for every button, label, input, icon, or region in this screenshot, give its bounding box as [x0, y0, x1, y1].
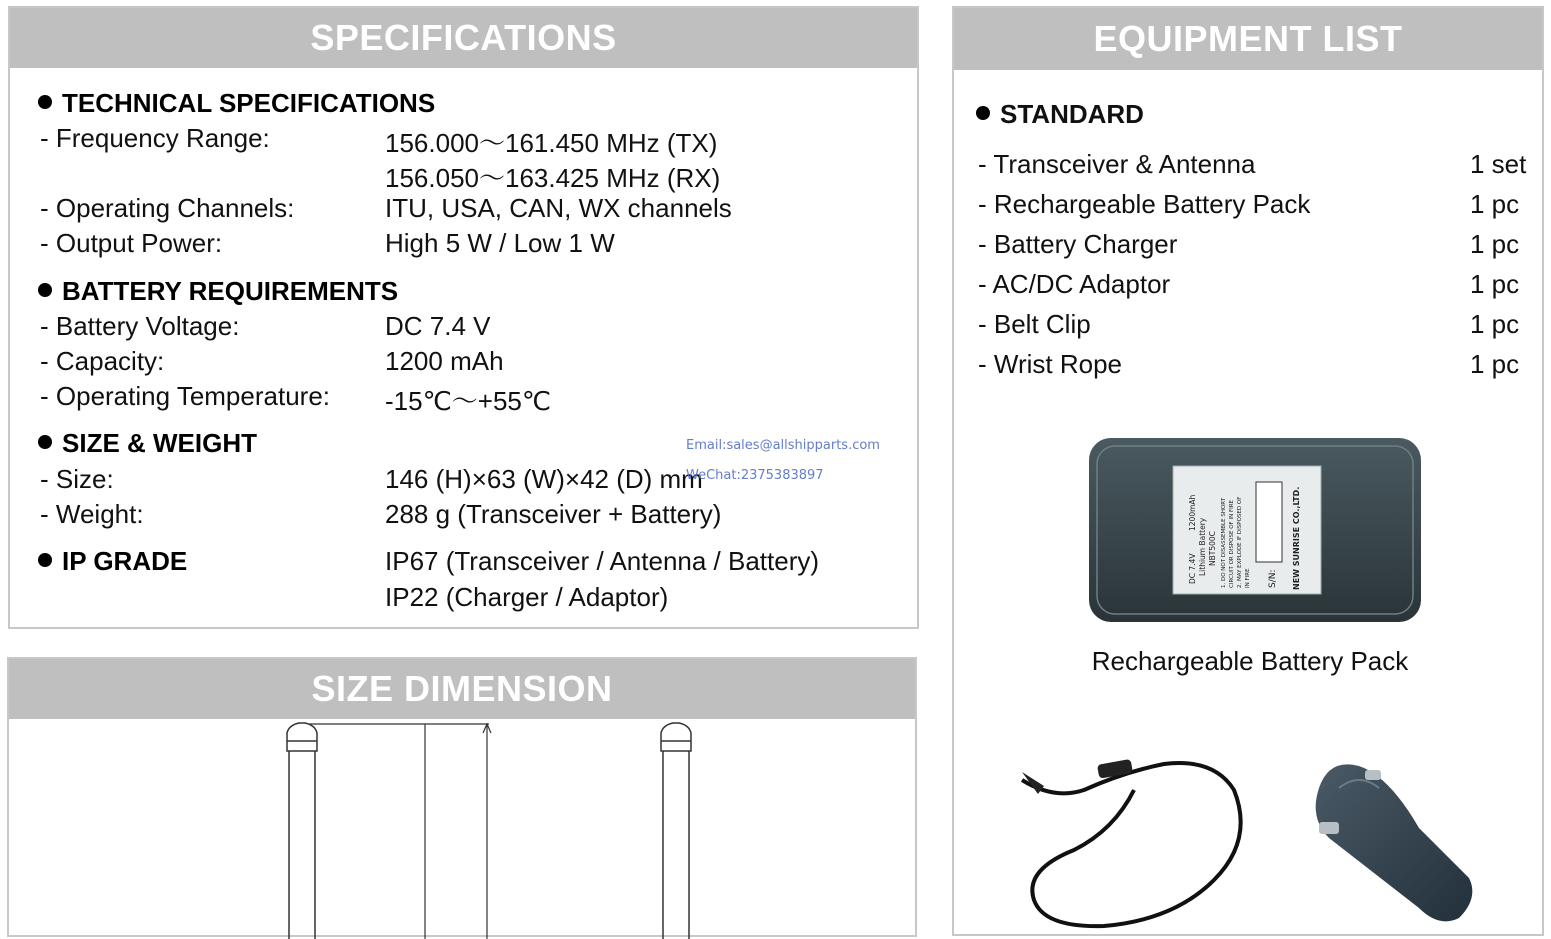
ip-grade-line2: IP22 (Charger / Adaptor) [385, 582, 669, 612]
weight-label: - Weight: [40, 499, 144, 529]
battery-maker-text: NEW SUNRISE CO.,LTD. [1292, 486, 1301, 590]
equipment-item-qty: 1 pc [1470, 189, 1520, 219]
equipment-item-name: - Transceiver & Antenna [978, 149, 1256, 179]
frequency-label: - Frequency Range: [40, 123, 270, 153]
size-dimension-header: SIZE DIMENSION [9, 659, 915, 719]
size-weight-heading [38, 428, 257, 459]
size-label: - Size: [40, 464, 114, 494]
equipment-item-name: - Belt Clip [978, 309, 1091, 339]
ip-grade-heading [38, 546, 187, 577]
ip-grade-title: IP GRADE [62, 546, 188, 576]
battery-type-text: Lithium Battery [1198, 517, 1207, 576]
temperature-label: - Operating Temperature: [40, 381, 330, 411]
battery-requirements-title: BATTERY REQUIREMENTS [62, 276, 399, 306]
standard-heading [976, 99, 1144, 130]
technical-specs-title: TECHNICAL SPECIFICATIONS [62, 88, 436, 118]
frequency-tx-value: 156.000～161.450 MHz (TX) [385, 128, 718, 158]
ip-grade-line1: IP67 (Transceiver / Antenna / Battery) [385, 546, 820, 576]
equipment-item-qty: 1 pc [1470, 349, 1520, 379]
side-antenna-drawing [661, 723, 691, 939]
capacity-value: 1200 mAh [385, 346, 504, 376]
battery-capacity-text: 1200mAh [1188, 494, 1197, 531]
battery-warn3-text: 2. MAY EXPLODE IF DISPOSED OF [1237, 496, 1243, 588]
specifications-header: SPECIFICATIONS [10, 8, 917, 68]
bullet-icon [38, 95, 52, 109]
specifications-panel [8, 6, 919, 629]
bullet-icon [38, 283, 52, 297]
watermark-wechat: WeChat:2375383897 [686, 468, 824, 483]
equipment-item-name: - Wrist Rope [978, 349, 1122, 379]
wrist-rope-image [1014, 750, 1254, 930]
bullet-icon [38, 553, 52, 567]
battery-voltage-value: DC 7.4 V [385, 311, 491, 341]
equipment-item-qty: 1 pc [1470, 309, 1520, 339]
standard-title: STANDARD [1000, 99, 1144, 129]
dimension-lines [309, 724, 491, 939]
equipment-item-qty: 1 set [1470, 149, 1527, 179]
size-value: 146 (H)×63 (W)×42 (D) mm [385, 464, 703, 494]
equipment-item-qty: 1 pc [1470, 269, 1520, 299]
battery-voltage-text: DC 7.4V [1188, 553, 1197, 584]
battery-voltage-label: - Battery Voltage: [40, 311, 240, 341]
channels-label: - Operating Channels: [40, 193, 295, 223]
equipment-item-name: - Rechargeable Battery Pack [978, 189, 1311, 219]
output-power-value: High 5 W / Low 1 W [385, 228, 615, 258]
equipment-item-qty: 1 pc [1470, 229, 1520, 259]
technical-specs-heading [38, 88, 435, 119]
battery-requirements-heading [38, 276, 398, 307]
watermark-email: Email:sales@allshipparts.com [686, 438, 880, 453]
bullet-icon [976, 106, 990, 120]
dimension-drawing [9, 719, 915, 939]
equipment-item-name: - Battery Charger [978, 229, 1178, 259]
equipment-item-name: - AC/DC Adaptor [978, 269, 1171, 299]
capacity-label: - Capacity: [40, 346, 165, 376]
size-dimension-panel [7, 657, 917, 937]
battery-model-text: NBT500C [1208, 531, 1217, 566]
battery-sn-text: S/N: [1268, 569, 1278, 588]
battery-warn1-text: 1. DO NOT DISASSEMBLE SHORT [1221, 497, 1227, 588]
battery-warn4-text: IN FIRE [1245, 568, 1251, 588]
belt-clip-image [1299, 758, 1489, 928]
weight-value: 288 g (Transceiver + Battery) [385, 499, 722, 529]
battery-pack-caption: Rechargeable Battery Pack [1091, 646, 1409, 676]
frequency-rx-value: 156.050～163.425 MHz (RX) [385, 163, 721, 193]
bullet-icon [38, 435, 52, 449]
front-antenna-drawing [287, 723, 317, 939]
equipment-list-panel [952, 6, 1544, 936]
output-power-label: - Output Power: [40, 228, 223, 258]
channels-value: ITU, USA, CAN, WX channels [385, 193, 732, 223]
battery-pack-image [1087, 436, 1423, 626]
temperature-value: -15℃～+55℃ [385, 386, 552, 416]
equipment-list-header: EQUIPMENT LIST [954, 8, 1542, 70]
battery-warn2-text: CIRCUIT OR DISPOSE OF IN FIRE [1229, 499, 1235, 588]
size-weight-title: SIZE & WEIGHT [62, 428, 257, 458]
